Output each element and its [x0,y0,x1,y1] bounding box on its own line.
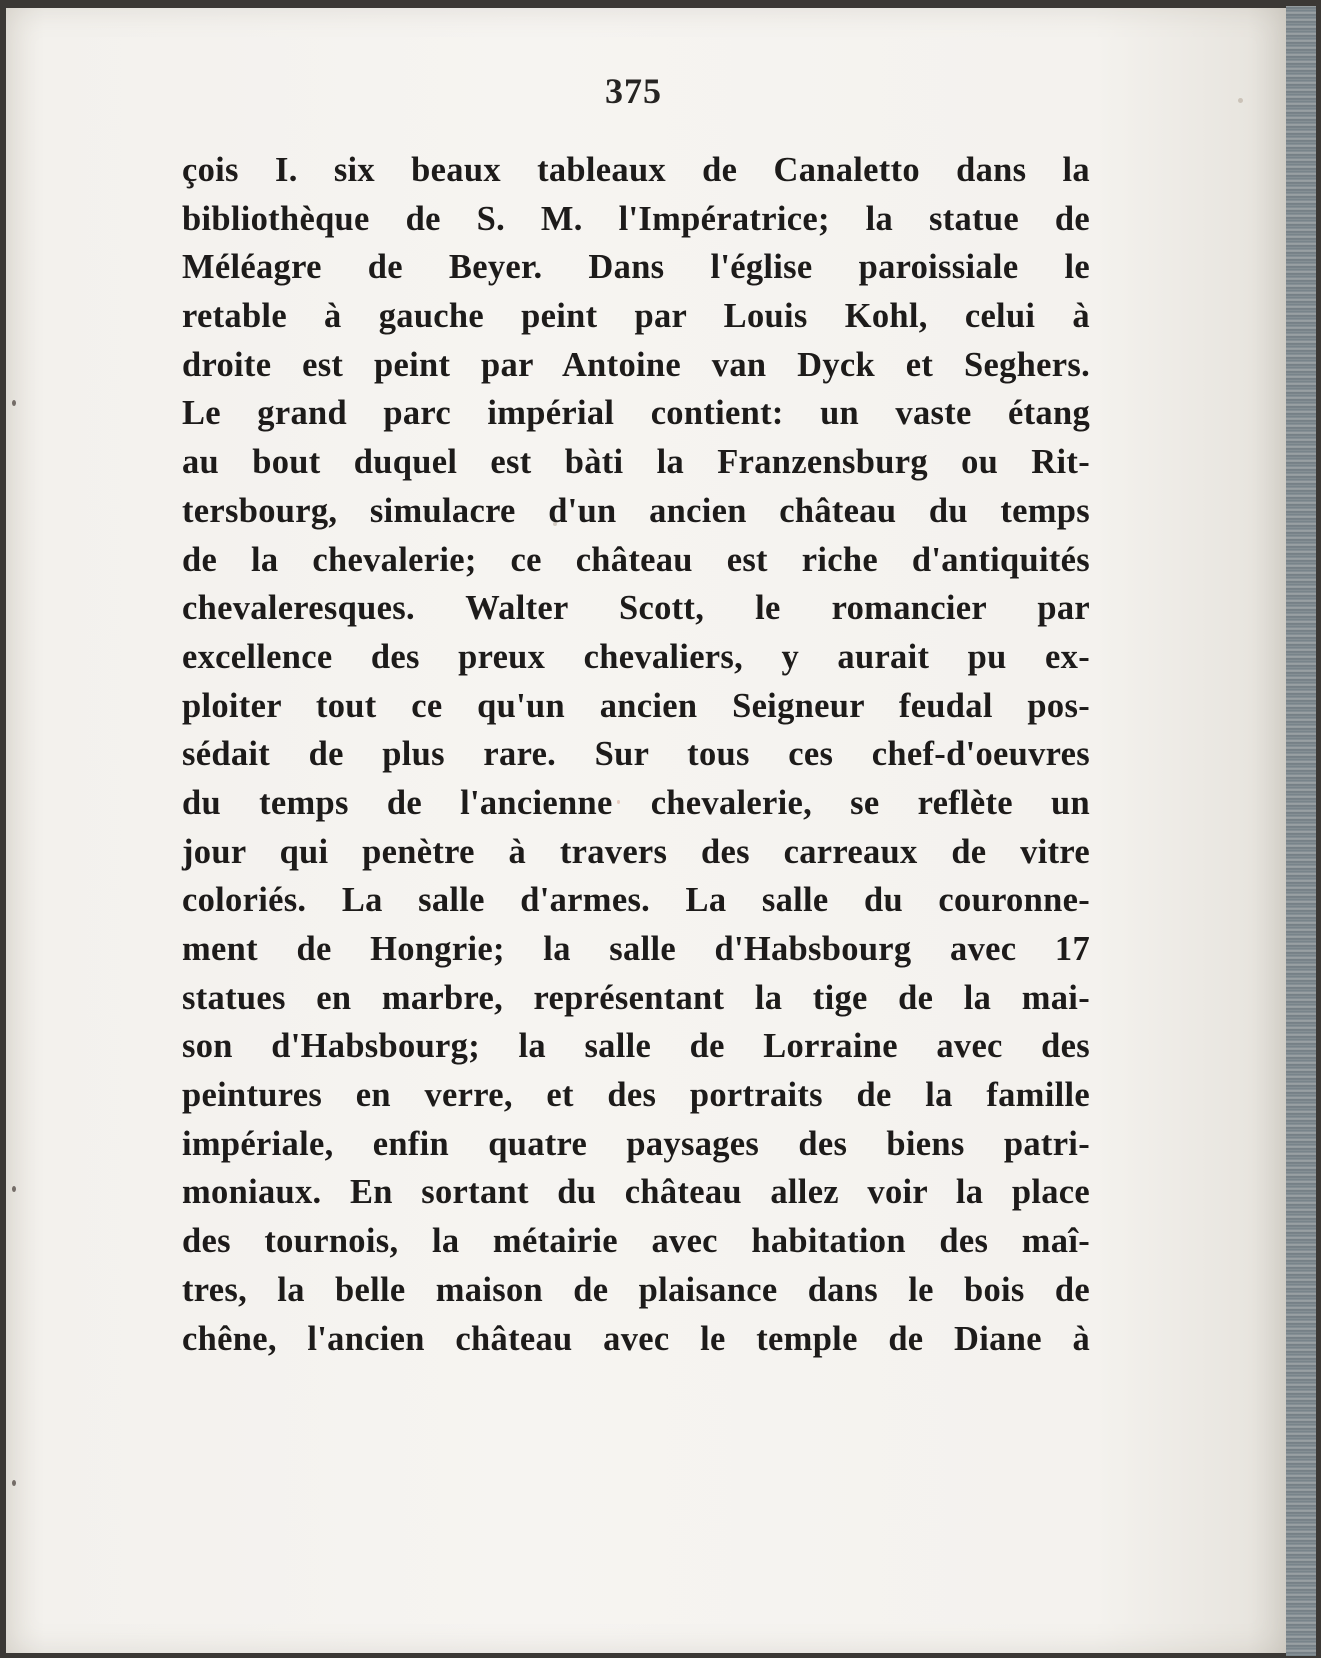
page-edge-stack [1286,6,1316,1656]
text-line: au bout duquel est bàti la Franzensburg ou Rit- [182,443,1090,482]
text-line: çois I. six beaux tableaux de Canaletto dans la [182,151,1090,189]
text-line: tersbourg, simulacre d'un ancien château du temps [182,491,1090,530]
text-line: chêne, l'ancien château avec le temple de Diane à [182,1319,1090,1358]
text-line: de la chevalerie; ce château est riche d'antiquités [182,540,1090,579]
text-line: droite est peint par Antoine van Dyck et Seghers. [182,345,1090,384]
paper-speck [1238,98,1243,103]
text-line: excellence des preux chevaliers, y aurait pu ex- [182,637,1090,676]
text-line: peintures en verre, et des portraits de la famille [182,1076,1090,1115]
text-line: des tournois, la métairie avec habitation des maî- [182,1222,1090,1261]
text-line: moniaux. En sortant du château allez voir la place [182,1173,1090,1212]
text-line: statues en marbre, représentant la tige de la mai- [182,978,1090,1017]
text-line: impériale, enfin quatre paysages des biens patri- [182,1124,1090,1163]
text-line: retable à gauche peint par Louis Kohl, celui à [182,297,1090,336]
text-line: jour qui penètre à travers des carreaux de vitre [182,832,1090,871]
page-number: 375 [605,71,662,111]
body-text [182,146,1090,1363]
text-line: bibliothèque de S. M. l'Impératrice; la statue de [182,199,1090,238]
text-line: sédait de plus rare. Sur tous ces chef-d'oeuvres [182,735,1090,774]
text-line: ploiter tout ce qu'un ancien Seigneur feudal pos- [182,686,1090,725]
text-line: son d'Habsbourg; la salle de Lorraine avec des [182,1027,1090,1066]
paper-speck [12,1480,16,1486]
paper-speck [12,400,16,406]
paper-speck [12,1186,16,1192]
text-line: Le grand parc impérial contient: un vaste étang [182,394,1090,433]
text-line: ment de Hongrie; la salle d'Habsbourg avec 17 [182,930,1090,968]
text-line: Méléagre de Beyer. Dans l'église paroissiale le [182,248,1090,287]
text-line: coloriés. La salle d'armes. La salle du couronne- [182,881,1090,920]
text-line: tres, la belle maison de plaisance dans le bois de [182,1270,1090,1309]
text-line: chevaleresques. Walter Scott, le romancier par [182,589,1090,628]
text-line: du temps de l'ancienne chevalerie, se reflète un [182,783,1090,822]
